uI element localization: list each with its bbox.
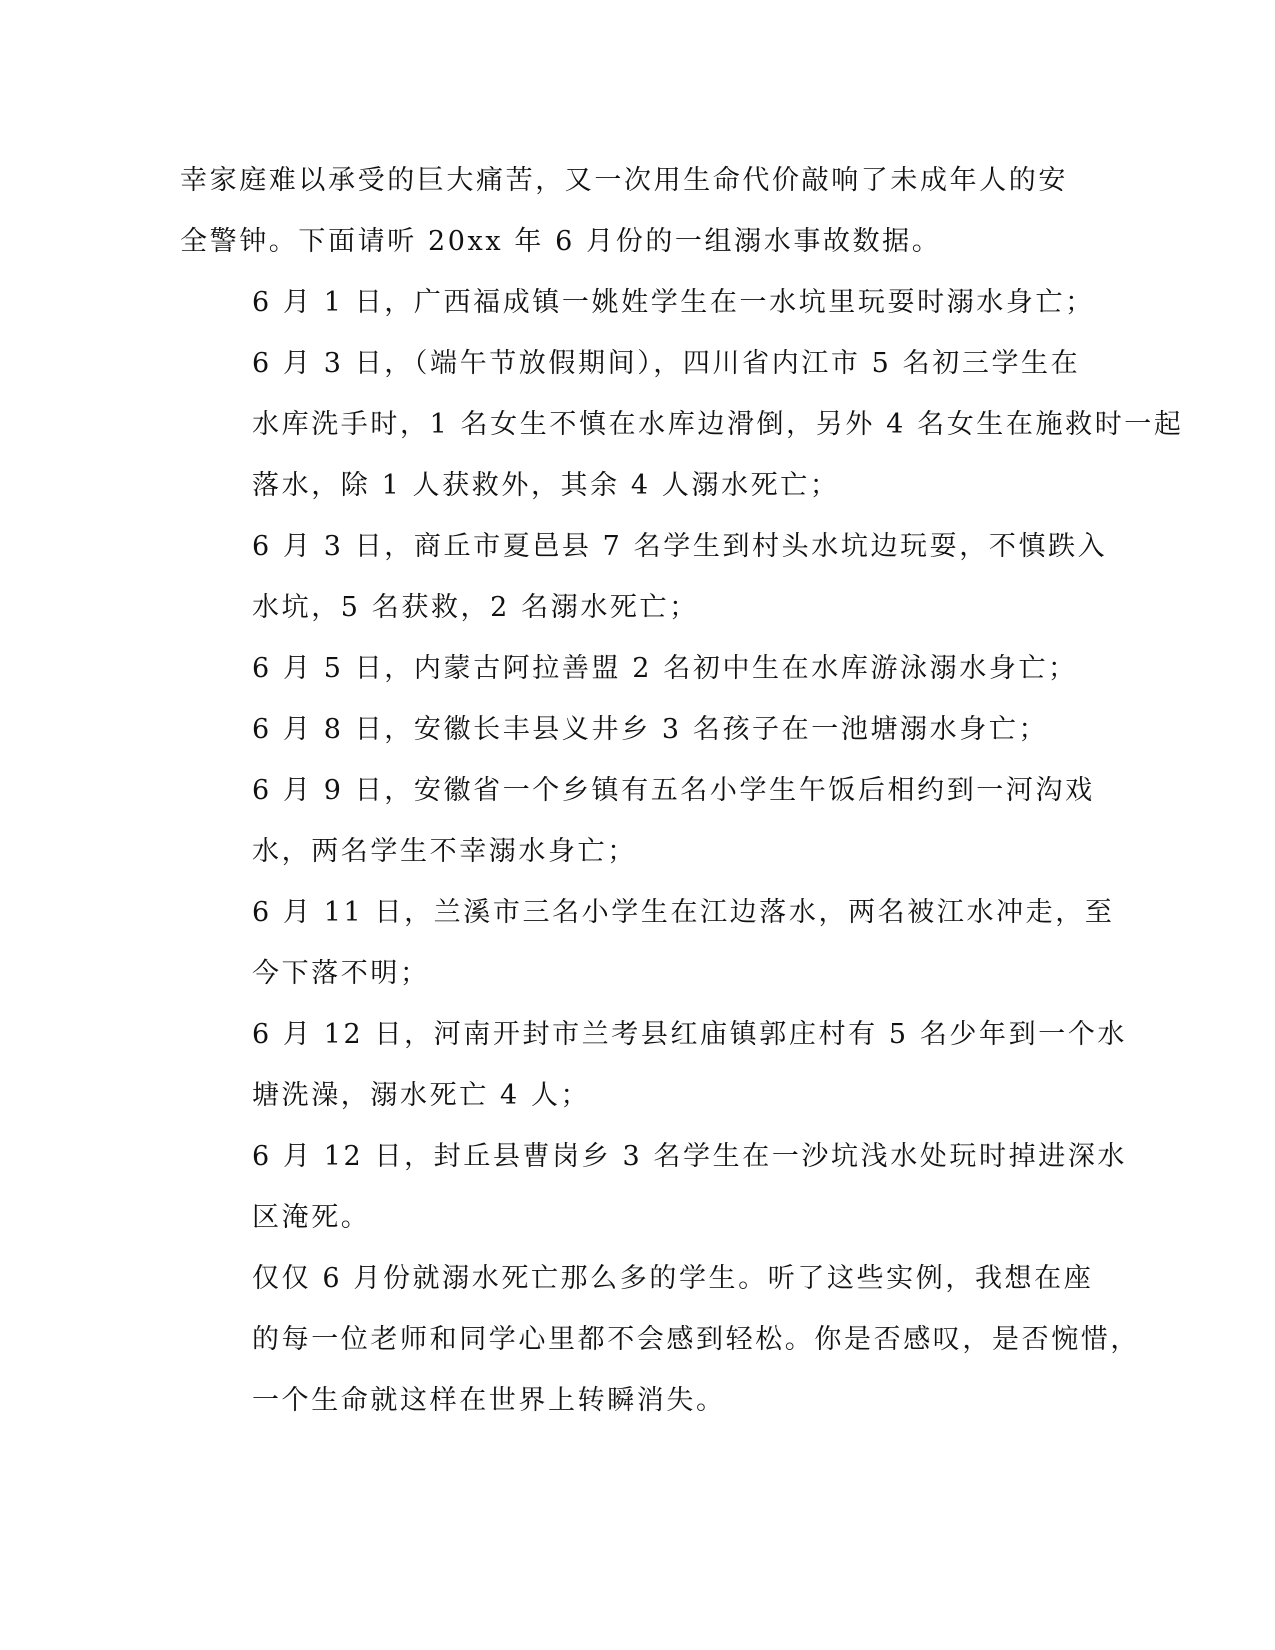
- text-line: 6 月 8 日，安徽长丰县义井乡 3 名孩子在一池塘溺水身亡；: [252, 714, 1049, 745]
- text-line: 6 月 1 日，广西福成镇一姚姓学生在一水坑里玩耍时溺水身亡；: [252, 287, 1095, 318]
- text-line: 水坑，5 名获救，2 名溺水死亡；: [252, 592, 699, 623]
- text-line: 6 月 3 日，商丘市夏邑县 7 名学生到村头水坑边玩耍，不慎跌入: [252, 531, 1108, 562]
- text-line: 今下落不明；: [252, 958, 430, 989]
- paragraph-june-1: [180, 272, 1100, 333]
- paragraph-june-9: [180, 760, 1100, 882]
- paragraph-june-12-kaifeng: [180, 1004, 1128, 1126]
- text-line: 6 月 11 日，兰溪市三名小学生在江边落水，两名被江水冲走，至: [252, 897, 1115, 928]
- paragraph-june-8: [180, 699, 1100, 760]
- text-line: 水，两名学生不幸溺水身亡；: [252, 836, 637, 867]
- paragraph-june-3-neijiang: [180, 333, 1184, 516]
- text-line: 幸家庭难以承受的巨大痛苦，又一次用生命代价敲响了未成年人的安: [180, 165, 1068, 196]
- text-line: 6 月 3 日，（端午节放假期间），四川省内江市 5 名初三学生在: [252, 348, 1081, 379]
- text-line: 落水，除 1 人获救外，其余 4 人溺水死亡；: [252, 470, 840, 501]
- text-line: 的每一位老师和同学心里都不会感到轻松。你是否感叹，是否惋惜，: [252, 1324, 1140, 1355]
- text-line: 一个生命就这样在世界上转瞬消失。: [252, 1385, 726, 1416]
- paragraph-intro-continued: [180, 150, 1100, 272]
- text-line: 6 月 12 日，封丘县曹岗乡 3 名学生在一沙坑浅水处玩时掉进深水: [252, 1141, 1128, 1172]
- paragraph-conclusion: [180, 1248, 1140, 1431]
- document-page: [180, 150, 1184, 1431]
- text-line: 6 月 12 日，河南开封市兰考县红庙镇郭庄村有 5 名少年到一个水: [252, 1019, 1128, 1050]
- paragraph-june-12-fengqiu: [180, 1126, 1128, 1248]
- text-line: 水库洗手时，1 名女生不慎在水库边滑倒，另外 4 名女生在施救时一起: [252, 409, 1184, 440]
- text-line: 区淹死。: [252, 1202, 371, 1233]
- text-line: 6 月 9 日，安徽省一个乡镇有五名小学生午饭后相约到一河沟戏: [252, 775, 1095, 806]
- paragraph-june-5: [180, 638, 1100, 699]
- paragraph-june-11: [180, 882, 1115, 1004]
- text-line: 仅仅 6 月份就溺水死亡那么多的学生。听了这些实例，我想在座: [252, 1263, 1094, 1294]
- text-line: 塘洗澡，溺水死亡 4 人；: [252, 1080, 591, 1111]
- paragraph-june-3-shangqiu: [180, 516, 1108, 638]
- text-line: 6 月 5 日，内蒙古阿拉善盟 2 名初中生在水库游泳溺水身亡；: [252, 653, 1078, 684]
- text-line: 全警钟。下面请听 20xx 年 6 月份的一组溺水事故数据。: [180, 226, 942, 257]
